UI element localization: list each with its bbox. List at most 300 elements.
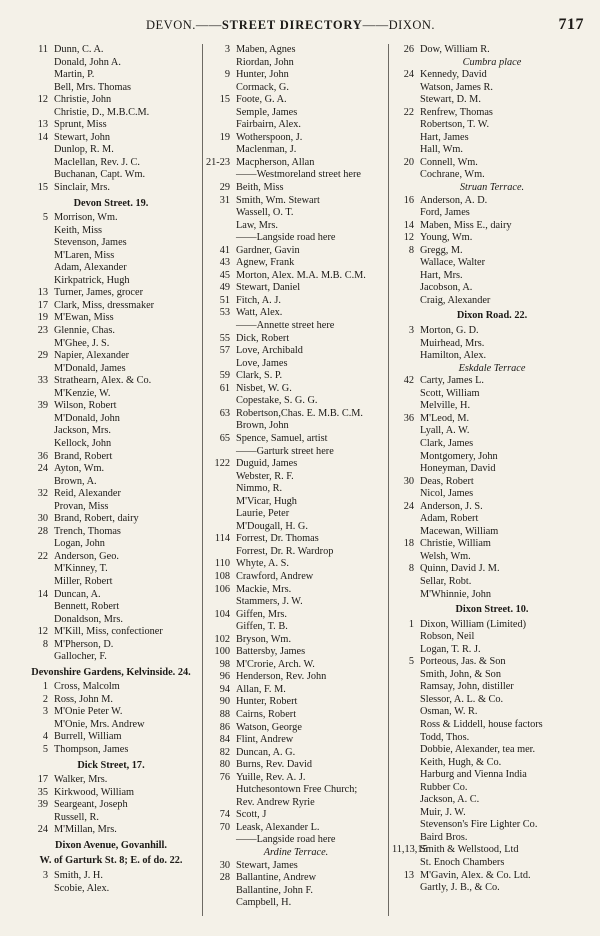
house-number: 84 — [219, 734, 230, 746]
house-number: 14 — [37, 588, 48, 600]
directory-entry — [392, 325, 592, 338]
directory-entry — [392, 282, 592, 295]
resident-name: Sinclair, Mrs. — [54, 182, 110, 194]
house-number: 30 — [219, 859, 230, 871]
resident-name: Foote, G. A. — [236, 94, 287, 106]
directory-entry — [392, 488, 592, 501]
house-number — [24, 69, 48, 82]
directory-entry — [24, 275, 198, 288]
house-number — [24, 144, 48, 157]
resident-name: Semple, James — [236, 106, 298, 118]
resident-name: M'Kinney, T. — [54, 563, 108, 575]
resident-name: Strathearn, Alex. & Co. — [54, 375, 152, 387]
house-number — [24, 225, 48, 238]
directory-entry — [392, 870, 592, 883]
house-number: 42 — [403, 375, 414, 387]
directory-entry — [206, 107, 386, 120]
resident-name: Ramsay, John, distiller — [420, 681, 514, 693]
resident-name: ——Langside road here — [236, 232, 336, 244]
house-number: 45 — [219, 269, 230, 281]
resident-name: Stevenson's Fire Lighter Co. — [420, 819, 538, 831]
house-number: 19 — [219, 131, 230, 143]
resident-name: Kennedy, David — [420, 69, 487, 81]
resident-name: Clark, Miss, dressmaker — [54, 299, 155, 311]
resident-name: St. Enoch Chambers — [420, 857, 505, 868]
directory-entry — [24, 262, 198, 275]
resident-name: Brand, Robert, dairy — [54, 513, 139, 525]
directory-entry — [206, 860, 386, 873]
resident-name: Anderson, J. S. — [420, 500, 483, 512]
directory-entry — [206, 584, 386, 597]
resident-name: Muir, J. W. — [420, 806, 466, 818]
column-divider — [202, 44, 203, 916]
house-number: 39 — [37, 799, 48, 811]
running-head-middle: STREET DIRECTORY — [221, 18, 363, 32]
directory-entry — [24, 144, 198, 157]
house-number: 17 — [37, 774, 48, 786]
house-number: 70 — [219, 821, 230, 833]
house-number: 16 — [403, 194, 414, 206]
directory-entry — [206, 282, 386, 295]
directory-entry — [24, 463, 198, 476]
resident-name: Smith & Wellstood, Ltd — [420, 844, 519, 856]
house-number: 63 — [219, 407, 230, 419]
resident-name: Reid, Alexander — [54, 488, 121, 500]
directory-entry — [392, 857, 592, 870]
resident-name: M'Crorie, Arch. W. — [236, 658, 315, 670]
directory-entry — [392, 375, 592, 388]
directory-entry — [206, 809, 386, 822]
house-number — [392, 119, 414, 132]
directory-entry — [24, 551, 198, 564]
resident-name: Ballantine, Andrew — [236, 872, 317, 884]
house-number: 12 — [37, 626, 48, 638]
house-number: 32 — [37, 488, 48, 500]
house-number: 76 — [219, 771, 230, 783]
resident-name: Campbell, H. — [236, 897, 292, 909]
house-number — [24, 237, 48, 250]
house-number: 24 — [37, 463, 48, 475]
house-number — [24, 250, 48, 263]
house-number — [24, 883, 48, 896]
house-number — [206, 471, 230, 484]
resident-name: Ross, John M. — [54, 693, 113, 705]
directory-entry — [24, 576, 198, 589]
resident-name: Fairbairn, Alex. — [236, 119, 301, 131]
resident-name: M'Ghee, J. S. — [54, 337, 110, 349]
house-number — [392, 719, 414, 732]
resident-name: Brown, A. — [54, 475, 97, 487]
directory-entry — [24, 601, 198, 614]
resident-name: Webster, R. F. — [236, 470, 294, 482]
resident-name: Kirkpatrick, Hugh — [54, 274, 130, 286]
resident-name: Gregg, M. — [420, 244, 463, 256]
resident-name: Macpherson, Allan — [236, 156, 315, 168]
resident-name: Stewart, Daniel — [236, 282, 301, 294]
directory-entry — [392, 463, 592, 476]
house-number — [24, 576, 48, 589]
resident-name: Nisbet, W. G. — [236, 382, 292, 394]
resident-name: M'Pherson, D. — [54, 638, 114, 650]
resident-name: Clark, S. P. — [236, 370, 283, 382]
directory-entry — [392, 681, 592, 694]
resident-name: Hart, Mrs. — [420, 269, 463, 281]
house-number — [24, 719, 48, 732]
page-header — [0, 18, 600, 38]
house-number — [24, 501, 48, 514]
house-number — [24, 82, 48, 95]
house-number — [24, 413, 48, 426]
house-number — [392, 295, 414, 308]
resident-name: Cormack, G. — [236, 81, 289, 93]
house-number — [206, 546, 230, 559]
house-number: 33 — [37, 375, 48, 387]
house-number: 57 — [219, 345, 230, 357]
directory-entry — [392, 513, 592, 526]
street-heading: Dixon Road. 22. — [456, 310, 528, 322]
house-number: 102 — [214, 633, 230, 645]
resident-name: Jackson, A. C. — [420, 794, 480, 806]
directory-entry — [392, 656, 592, 669]
house-number: 14 — [403, 219, 414, 231]
house-number: 22 — [37, 550, 48, 562]
resident-name: M'Onie Peter W. — [54, 706, 123, 718]
resident-name: Love, James — [236, 357, 288, 369]
resident-name: Yuille, Rev. A. J. — [236, 771, 306, 783]
directory-entry — [206, 784, 386, 797]
house-number: 55 — [219, 332, 230, 344]
directory-entry — [24, 706, 198, 719]
resident-name: Hall, Wm. — [420, 144, 463, 156]
resident-name: Dow, William R. — [420, 44, 490, 55]
header-dash: —— — [195, 18, 222, 32]
resident-name: Wotherspoon, J. — [236, 131, 303, 143]
directory-entry — [206, 696, 386, 709]
resident-name: Christie, D., M.B.C.M. — [54, 106, 150, 118]
resident-name: Donaldson, Mrs. — [54, 613, 123, 625]
house-number: 2 — [42, 693, 48, 705]
resident-name: Smith, J. H. — [54, 869, 103, 881]
resident-name: Buchanan, Capt. Wm. — [54, 169, 146, 181]
resident-name: Quinn, David J. M. — [420, 563, 500, 575]
house-number — [392, 388, 414, 401]
directory-entry — [24, 476, 198, 489]
directory-entry — [392, 257, 592, 270]
running-head-right: DIXON. — [388, 18, 436, 32]
house-number — [392, 832, 414, 845]
house-number: 24 — [403, 69, 414, 81]
resident-name: Martin, P. — [54, 69, 95, 81]
house-number — [24, 338, 48, 351]
house-number — [392, 132, 414, 145]
resident-name: Christie, John — [54, 94, 112, 106]
house-number — [24, 614, 48, 627]
house-number: 5 — [42, 212, 48, 224]
house-number: 28 — [37, 525, 48, 537]
directory-entry — [392, 706, 592, 719]
resident-name: Anderson, Geo. — [54, 550, 119, 562]
directory-entry — [206, 433, 386, 446]
directory-entry — [392, 757, 592, 770]
house-number — [392, 438, 414, 451]
resident-name: ——Westmoreland street here — [236, 169, 361, 181]
directory-entry — [24, 182, 198, 195]
resident-name: Duguid, James — [236, 458, 298, 470]
directory-entry — [24, 513, 198, 526]
resident-name: Bell, Mrs. Thomas — [54, 81, 132, 93]
resident-name: Sprunt, Miss — [54, 119, 107, 131]
house-number — [206, 82, 230, 95]
resident-name: Porteous, Jas. & Son — [420, 656, 506, 668]
resident-name: Montgomery, John — [420, 450, 498, 462]
resident-name: Crawford, Andrew — [236, 570, 314, 582]
directory-entry — [392, 119, 592, 132]
resident-name: M'Donald, James — [54, 362, 126, 374]
resident-name: Kirkwood, William — [54, 786, 135, 798]
street-heading: Devon Street. 19. — [73, 197, 149, 209]
directory-column-2 — [206, 44, 386, 924]
house-number — [392, 451, 414, 464]
house-number — [392, 526, 414, 539]
directory-entry — [206, 169, 386, 182]
resident-name: Welsh, Wm. — [420, 550, 471, 562]
directory-entry — [392, 451, 592, 464]
running-head — [146, 18, 435, 33]
house-number: 24 — [403, 500, 414, 512]
resident-name: Stewart, James — [236, 859, 298, 871]
directory-entry — [206, 671, 386, 684]
resident-name: Beith, Miss — [236, 182, 284, 194]
running-head-left: DEVON. — [146, 18, 196, 32]
house-number: 13 — [37, 287, 48, 299]
directory-entry — [206, 458, 386, 471]
directory-entry — [392, 338, 592, 351]
resident-name: Ross & Liddell, house factors — [420, 718, 543, 730]
house-number: 106 — [214, 583, 230, 595]
house-number — [392, 425, 414, 438]
house-number — [392, 350, 414, 363]
directory-entry — [392, 819, 592, 832]
resident-name: Copestake, S. G. G. — [236, 395, 318, 407]
resident-name: Dixon, William (Limited) — [420, 618, 527, 630]
resident-name: Battersby, James — [236, 646, 306, 658]
directory-entry — [206, 722, 386, 735]
resident-name: Robertson, T. W. — [420, 119, 490, 131]
house-number — [392, 681, 414, 694]
directory-entry — [392, 388, 592, 401]
house-number — [392, 794, 414, 807]
resident-name: M'Millan, Mrs. — [54, 824, 117, 836]
directory-entry — [24, 107, 198, 120]
resident-name: Maben, Agnes — [236, 44, 296, 55]
directory-entry — [206, 395, 386, 408]
resident-name: M'Laren, Miss — [54, 249, 115, 261]
resident-name: Law, Mrs. — [236, 219, 278, 231]
directory-entry — [24, 57, 198, 70]
house-number: 1 — [42, 681, 48, 693]
directory-entry — [24, 237, 198, 250]
house-number — [206, 897, 230, 910]
resident-name: Dick, Robert — [236, 332, 290, 344]
resident-name: Burrell, William — [54, 731, 122, 743]
resident-name: Logan, John — [54, 538, 105, 550]
house-number: 61 — [219, 382, 230, 394]
house-number — [206, 496, 230, 509]
terrace-note: Ardine Terrace. — [263, 847, 329, 858]
house-number: 74 — [219, 809, 230, 821]
header-dash: —— — [362, 18, 389, 32]
house-number — [206, 834, 230, 847]
house-number — [24, 262, 48, 275]
house-number: 17 — [37, 299, 48, 311]
directory-entry — [392, 807, 592, 820]
house-number — [392, 589, 414, 602]
house-number: 53 — [219, 307, 230, 319]
resident-name: M'Whinnie, John — [420, 588, 492, 600]
resident-name: Robertson,Chas. E. M.B. C.M. — [236, 407, 364, 419]
house-number — [392, 706, 414, 719]
house-number — [24, 425, 48, 438]
directory-entry — [392, 350, 592, 363]
resident-name: M'Vicar, Hugh — [236, 495, 297, 507]
directory-entry — [392, 631, 592, 644]
house-number: 31 — [219, 194, 230, 206]
resident-name: Allan, F. M. — [236, 683, 286, 695]
directory-entry — [392, 794, 592, 807]
resident-name: Smith, Wm. Stewart — [236, 194, 320, 206]
resident-name: Forrest, Dr. Thomas — [236, 533, 319, 545]
house-number — [206, 320, 230, 333]
directory-entry — [392, 94, 592, 107]
directory-entry — [24, 225, 198, 238]
house-number — [206, 420, 230, 433]
directory-entry — [24, 824, 198, 837]
house-number — [206, 508, 230, 521]
directory-entry — [392, 207, 592, 220]
resident-name: Adam, Alexander — [54, 262, 127, 274]
resident-name: Hunter, John — [236, 69, 289, 81]
resident-name: Hunter, Robert — [236, 696, 298, 708]
resident-name: Hamilton, Alex. — [420, 350, 487, 362]
resident-name: Thompson, James — [54, 744, 129, 756]
resident-name: Dobbie, Alexander, tea mer. — [420, 744, 536, 756]
directory-entry — [392, 619, 592, 632]
directory-entry — [24, 694, 198, 707]
resident-name: Glennie, Chas. — [54, 325, 115, 337]
house-number — [206, 395, 230, 408]
terrace-note: Struan Terrace. — [459, 182, 525, 194]
house-number: 104 — [214, 608, 230, 620]
house-number: 11,13,15 — [392, 844, 428, 856]
house-number — [24, 438, 48, 451]
directory-entry — [24, 812, 198, 825]
house-number — [392, 669, 414, 682]
directory-entry — [392, 413, 592, 426]
resident-name: Maclenman, J. — [236, 144, 297, 156]
resident-name: Bennett, Robert — [54, 601, 120, 613]
resident-name: Morton, G. D. — [420, 325, 479, 337]
directory-entry — [24, 119, 198, 132]
resident-name: Craig, Alexander — [420, 294, 491, 306]
directory-entry — [206, 220, 386, 233]
resident-name: Watson, James R. — [420, 81, 493, 93]
house-number: 8 — [42, 638, 48, 650]
house-number: 114 — [214, 533, 230, 545]
house-number — [392, 282, 414, 295]
directory-entry — [392, 526, 592, 539]
street-heading: W. of Garturk St. 8; E. of do. 22. — [39, 855, 183, 867]
street-heading: Dixon Avenue, Govanhill. — [55, 839, 167, 851]
directory-entry — [24, 44, 198, 57]
house-number — [206, 207, 230, 220]
resident-name: Scott, William — [420, 387, 480, 399]
house-number — [24, 601, 48, 614]
resident-name: Provan, Miss — [54, 500, 109, 512]
resident-name: Anderson, A. D. — [420, 194, 488, 206]
directory-entry — [24, 451, 198, 464]
resident-name: Lyall, A. W. — [420, 425, 470, 437]
directory-entry — [206, 245, 386, 258]
house-number — [392, 144, 414, 157]
directory-entry — [206, 634, 386, 647]
directory-entry — [206, 44, 386, 57]
resident-name: Keith, Hugh, & Co. — [420, 756, 502, 768]
directory-entry — [392, 425, 592, 438]
directory-entry — [392, 576, 592, 589]
house-number — [24, 651, 48, 664]
resident-name: Gallocher, F. — [54, 651, 107, 663]
directory-entry — [24, 212, 198, 225]
house-number: 26 — [403, 44, 414, 55]
directory-entry — [24, 300, 198, 313]
directory-entry — [206, 609, 386, 622]
resident-name: Deas, Robert — [420, 475, 474, 487]
house-number: 82 — [219, 746, 230, 758]
directory-entry — [24, 526, 198, 539]
directory-entry — [24, 250, 198, 263]
directory-entry — [24, 350, 198, 363]
directory-entry — [392, 245, 592, 258]
house-number: 110 — [214, 558, 230, 570]
house-number: 108 — [214, 570, 230, 582]
house-number: 29 — [37, 350, 48, 362]
house-number — [24, 157, 48, 170]
directory-entry — [24, 169, 198, 182]
directory-entry — [392, 232, 592, 245]
resident-name: Flint, Andrew — [236, 734, 294, 746]
directory-entry — [206, 797, 386, 810]
house-number — [24, 538, 48, 551]
directory-entry — [206, 897, 386, 910]
resident-name: Jackson, Mrs. — [54, 425, 111, 437]
directory-entry — [392, 694, 592, 707]
house-number — [206, 797, 230, 810]
directory-entry — [206, 370, 386, 383]
resident-name: Whyte, A. S. — [236, 558, 289, 570]
house-number — [392, 807, 414, 820]
resident-name: Cochrane, Wm. — [420, 169, 485, 181]
house-number: 36 — [403, 412, 414, 424]
resident-name: Osman, W. R. — [420, 706, 478, 718]
directory-entry — [206, 508, 386, 521]
directory-entry — [206, 546, 386, 559]
house-number: 11 — [38, 44, 48, 55]
directory-entry — [206, 420, 386, 433]
resident-name: Gardner, Gavin — [236, 244, 300, 256]
directory-entry — [392, 844, 592, 857]
street-heading: Dixon Street. 10. — [455, 604, 529, 616]
directory-entry — [24, 538, 198, 551]
